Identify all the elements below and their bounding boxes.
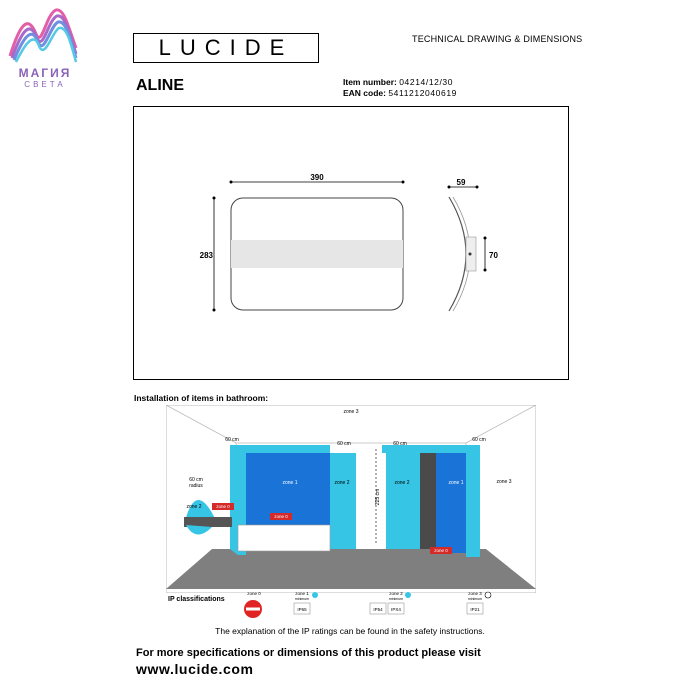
width-value: 390 [310, 173, 324, 182]
zone2-shower-label: zone 2 [394, 480, 410, 486]
cm60-label-a: 60 cm [225, 437, 239, 443]
item-number-value: 04214/12/30 [399, 77, 454, 87]
bath-zone1 [246, 453, 330, 533]
ip65-badge: IP65 [297, 607, 307, 612]
cm60-label-b: 60 cm [337, 441, 351, 447]
shower-wall [420, 453, 436, 549]
zone3-right-label: zone 3 [496, 479, 512, 485]
ip-zone2-sub: minimum [388, 597, 404, 601]
brand-logo-text: LUCIDE [158, 35, 294, 60]
cm60-label-d: 60 cm [472, 437, 486, 443]
mirror-light-band [231, 240, 403, 268]
bathroom-zone-diagram [166, 405, 536, 593]
technical-drawing [133, 106, 569, 380]
zone3-top-label: zone 3 [343, 409, 359, 415]
ipx4-badge: IPX4 [391, 607, 401, 612]
ip-zone3-sub: minimum [467, 597, 483, 601]
ip21-badge: IP21 [470, 607, 480, 612]
product-codes [343, 77, 457, 99]
ip-zone3-label: zone 3 [468, 591, 482, 596]
zone0-tub-label: zone 0 [274, 514, 288, 519]
ip-zone1-sub: minimum [294, 597, 310, 601]
product-name: ALINE [136, 77, 184, 94]
cm60-label-c: 60 cm [393, 441, 407, 447]
brand-logo [133, 33, 319, 63]
radius-sub-label: radius [189, 483, 203, 489]
ip-zone0-label: zone 0 [247, 591, 261, 596]
mount-value: 70 [489, 251, 498, 260]
ip-legend [230, 590, 510, 622]
depth-value: 59 [456, 178, 466, 187]
height-225-label: 225 cm [375, 488, 381, 506]
height-value: 283 [199, 251, 213, 260]
zone2-mid-label: zone 2 [334, 480, 350, 486]
radius-label: 60 cm [189, 477, 203, 483]
zone2-color-dot [405, 592, 411, 598]
ean-value: 5411212040619 [388, 88, 457, 98]
ip-title: IP classifications [168, 596, 225, 603]
ip-zone1-label: zone 1 [295, 591, 309, 596]
mirror-side-view [449, 197, 466, 311]
zone1-bath-label: zone 1 [282, 480, 298, 486]
zone1-shower-label: zone 1 [448, 480, 464, 486]
ip-note: The explanation of the IP ratings can be found in the safety instructions. [215, 626, 485, 636]
zone0-shower-label: zone 0 [434, 548, 448, 553]
zone3-color-dot [485, 592, 491, 598]
zone2-left-label: zone 2 [186, 504, 202, 510]
watermark-title: МАГИЯ [18, 66, 72, 80]
zone1-color-dot [312, 592, 318, 598]
watermark-subtitle: СВЕТА [24, 80, 66, 89]
floor [166, 549, 536, 589]
bathtub [238, 525, 330, 551]
watermark-logo [6, 4, 80, 64]
ip-zone2-label: zone 2 [389, 591, 403, 596]
bath-zone2 [330, 453, 356, 549]
ip54-badge: IP54 [373, 607, 383, 612]
document-title: TECHNICAL DRAWING & DIMENSIONS [412, 34, 583, 44]
bathroom-section-title: Installation of items in bathroom: [134, 393, 269, 403]
ean-label: EAN code: [343, 88, 386, 98]
shower-zone2 [386, 453, 420, 549]
zone0-basin-label: zone 0 [216, 504, 230, 509]
footer-website-link[interactable]: www.lucide.com [136, 661, 254, 677]
item-number-label: Item number: [343, 77, 397, 87]
footer-text: For more specifications or dimensions of this product please visit [136, 647, 481, 659]
